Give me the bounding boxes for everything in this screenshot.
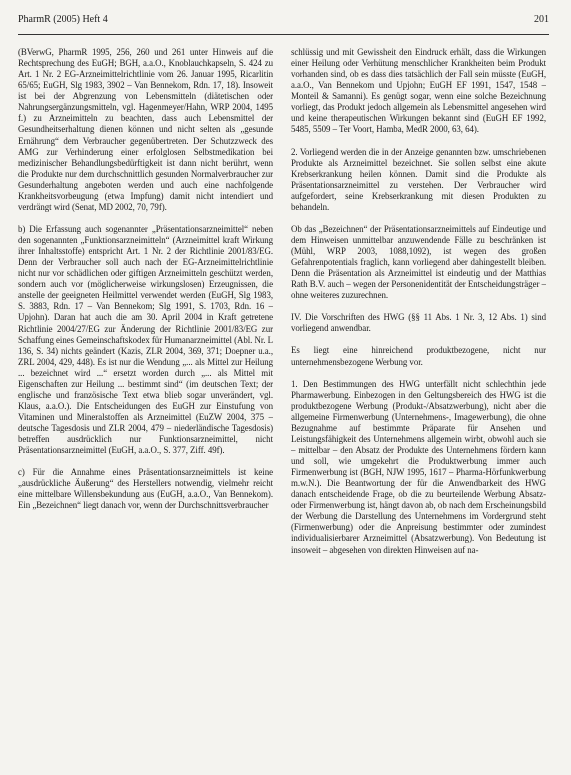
page-number: 201 bbox=[534, 14, 549, 25]
paragraph: Ob das „Bezeichnen“ der Präsentationsarzneimittels auf Eindeutige und dem Hinweisen unmittelbar anzuwendende Fälle zu beschränken ist (Mühl, WRP 2003, 1088,1092), ist wegen des großen Gefahrenpotentials fraglich, kann vorliegend aber dahingestellt bleiben. Denn die Präsentation als Arzneimittel ist eindeutig und der Matthias Rath B.V. auch – wegen der Personenidentität der Entscheidungsträger – ohne weiteres zuzurechnen. bbox=[291, 223, 546, 301]
paragraph: (BVerwG, PharmR 1995, 256, 260 und 261 unter Hinweis auf die Rechtsprechung des EuGH; BGH, a.a.O., Knoblauchkapseln, S. 424 zu Art. 1 Nr. 2 EG-Arzneimittelrichtlinie vom 26. Januar 1995, Ricarlitin 65/65; EuGH, Slg 1983, 3902 – Van Bennekom, Rdn. 17, 18). Insoweit ist bei der Abgrenzung von Lebensmitteln (diätetischen oder Nahrungsergänzungsmitteln, vgl. Hagenmeyer/Hahn, WRP 2004, 1495 f.) zu Arzneimitteln zu beachten, dass auch Lebensmittel der Gesundheitserhaltung dienen können und nicht selten als „gesunde Ernährung“ dem Verbraucher gegenübertreten. Der Schutzzweck des AMG zur Verhinderung einer erfolglosen Selbstmedikation bei medizinischer Behandlungsbedürftigkeit ist dann nicht berührt, wenn die Produkte nur dem durchschnittlich gesunden Normalverbraucher zur Gesunderhaltung angeboten werden und auch eine nachfolgende Krankheitsvorbeugung (etwa Impfung) damit nicht intendiert und verdrängt wird (Senat, MD 2002, 70, 79f). bbox=[18, 47, 273, 212]
running-header bbox=[18, 14, 549, 28]
section-heading: IV. Die Vorschriften des HWG (§§ 11 Abs. 1 Nr. 3, 12 Abs. 1) sind vorliegend anwendbar. bbox=[291, 312, 546, 334]
paragraph: c) Für die Annahme eines Präsentationsarzneimittels ist keine „ausdrückliche Äußerung“ des Herstellers notwendig, vielmehr reicht eine mittelbare Willensbekundung aus (EuGH, a.a.O., Van Bennekom). Ein „Bezeichnen“ liegt danach vor, wenn der Durchschnittsverbraucher bbox=[18, 467, 273, 511]
paragraph: Es liegt eine hinreichend produktbezogene, nicht nur unternehmensbezogene Werbung vor. bbox=[291, 345, 546, 367]
paragraph: schlüssig und mit Gewissheit den Eindruck erhält, dass die Wirkungen einer Heilung oder Verhütung menschlicher Krankheiten beim Produkt vorhanden sind, ob es dass dies tatsächlich der Fall sein müsste (EuGH, a.a.O., Van Bennekom und Upjohn; EuGH EF 1991, 1547, 1548 – Monteil & Samanni). Es genügt sogar, wenn eine solche Bezeichnung vorliegt, das Produkt jedoch allgemein als Lebensmittel angesehen wird und keine therapeutischen Wirkungen bekannt sind (EuGH EF 1992, 5485, 5509 – Ter Voort, Hamba, MedR 2000, 63, 64). bbox=[291, 47, 546, 135]
header-rule bbox=[18, 34, 549, 35]
paragraph: 1. Den Bestimmungen des HWG unterfällt nicht schlechthin jede Pharmawerbung. Einbezogen in den Geltungsbereich des HWG ist die produktbezogene Werbung (Produkt-/Absatzwerbung), nicht aber die allgemeine Firmenwerbung (Unternehmens-, Imagewerbung), die ohne Bezugnahme auf bestimmte Präparate für Ansehen und Leistungsfähigkeit des Unternehmens allgemein wirbt, obwohl auch sie – mittelbar – den Absatz der Produkte des Unternehmens fördern kann und soll, wie umgekehrt die Produktwerbung immer auch Firmenwerbung ist (BGH, NJW 1995, 1617 – Pharma-Hörfunkwerbung m.w.N.). Die Beantwortung der für die Anwendbarkeit des HWG danach entscheidende Frage, ob die zu beurteilende Werbung Absatz- oder Firmenwerbung ist, hängt davon ab, ob nach dem Erscheinungsbild der Werbung die Darstellung des Unternehmens im Vordergrund steht (Firmenwerbung) oder die Anpreisung bestimmter oder zumindest individualisierbarer Arzneimittel (Absatzwerbung). Von Bedeutung ist insoweit – abgesehen von direkten Hinweisen auf na- bbox=[291, 378, 546, 555]
right-column bbox=[291, 47, 546, 769]
paragraph: b) Die Erfassung auch sogenannter „Präsentationsarzneimittel“ neben den sogenannten „Funktionsarzneimitteln“ (Arzneimittel kraft Wirkung ihrer Inhaltsstoffe) entspricht Art. 1 Nr. 2 der Richtlinie 2001/83/EG. Denn der Verbraucher soll auch nach der EG-Arzneimittelrichtlinie nicht nur vor schädlichen oder giftigen Arzneimitteln geschützt werden, sondern auch vor (möglicherweise wirkungslosen) Erzeugnissen, die anstelle der geeigneten Heilmittel verwendet werden (EuGH, Slg 1983, S. 3883, Rdn. 17 – Van Bennekom; Slg 1991, S. 1703, Rdn. 16 – Upjohn). Daran hat auch die am 30. April 2004 in Kraft getretene Richtlinie 2004/27/EG zur Änderung der Richtlinie 2001/83/EG zur Schaffung eines Gemeinschaftskodex für Humanarzneimittel (Abl. Nr. L 136, S. 34) nichts geändert (Kazis, ZLR 2004, 369, 371; Doepner u.a., ZRL 2004, 429, 448). Es ist nur die Wendung „... als Mittel zur Heilung ... bezeichnet wird ...“ ersetzt worden durch „... als Mittel mit Eigenschaften zur Heilung ... bestimmt sind“ (im deutschen Text; der englische und französische Text etwa blieb sogar unverändert, vgl. Klaus, a.a.O.). Die Entscheidungen des EuGH zur Einstufung von Vitaminen und Mineralstoffen als Arzneimittel (EuZW 2004, 375 – deutsche Tagesdosis und ZLR 2004, 479 – niederländische Tagesdosis) betreffen ausdrücklich nur Funktionsarzneimittel, nicht Präsentationsarzneimittel (EuGH, a.a.O., S. 377, Ziff. 49f). bbox=[18, 223, 273, 456]
journal-reference: PharmR (2005) Heft 4 bbox=[18, 14, 108, 25]
paragraph: 2. Vorliegend werden die in der Anzeige genannten bzw. umschriebenen Produkte als Arzneimittel bezeichnet. Sie sollen selbst eine akute Krebserkrankung heilen können. Damit sind die Produkte als Präsentationsarzneimittel zu verstehen. Der Verbraucher wird aufgefordert, seine Krebserkrankung mit diesen Produkten zu behandeln. bbox=[291, 146, 546, 212]
left-column bbox=[18, 47, 273, 769]
